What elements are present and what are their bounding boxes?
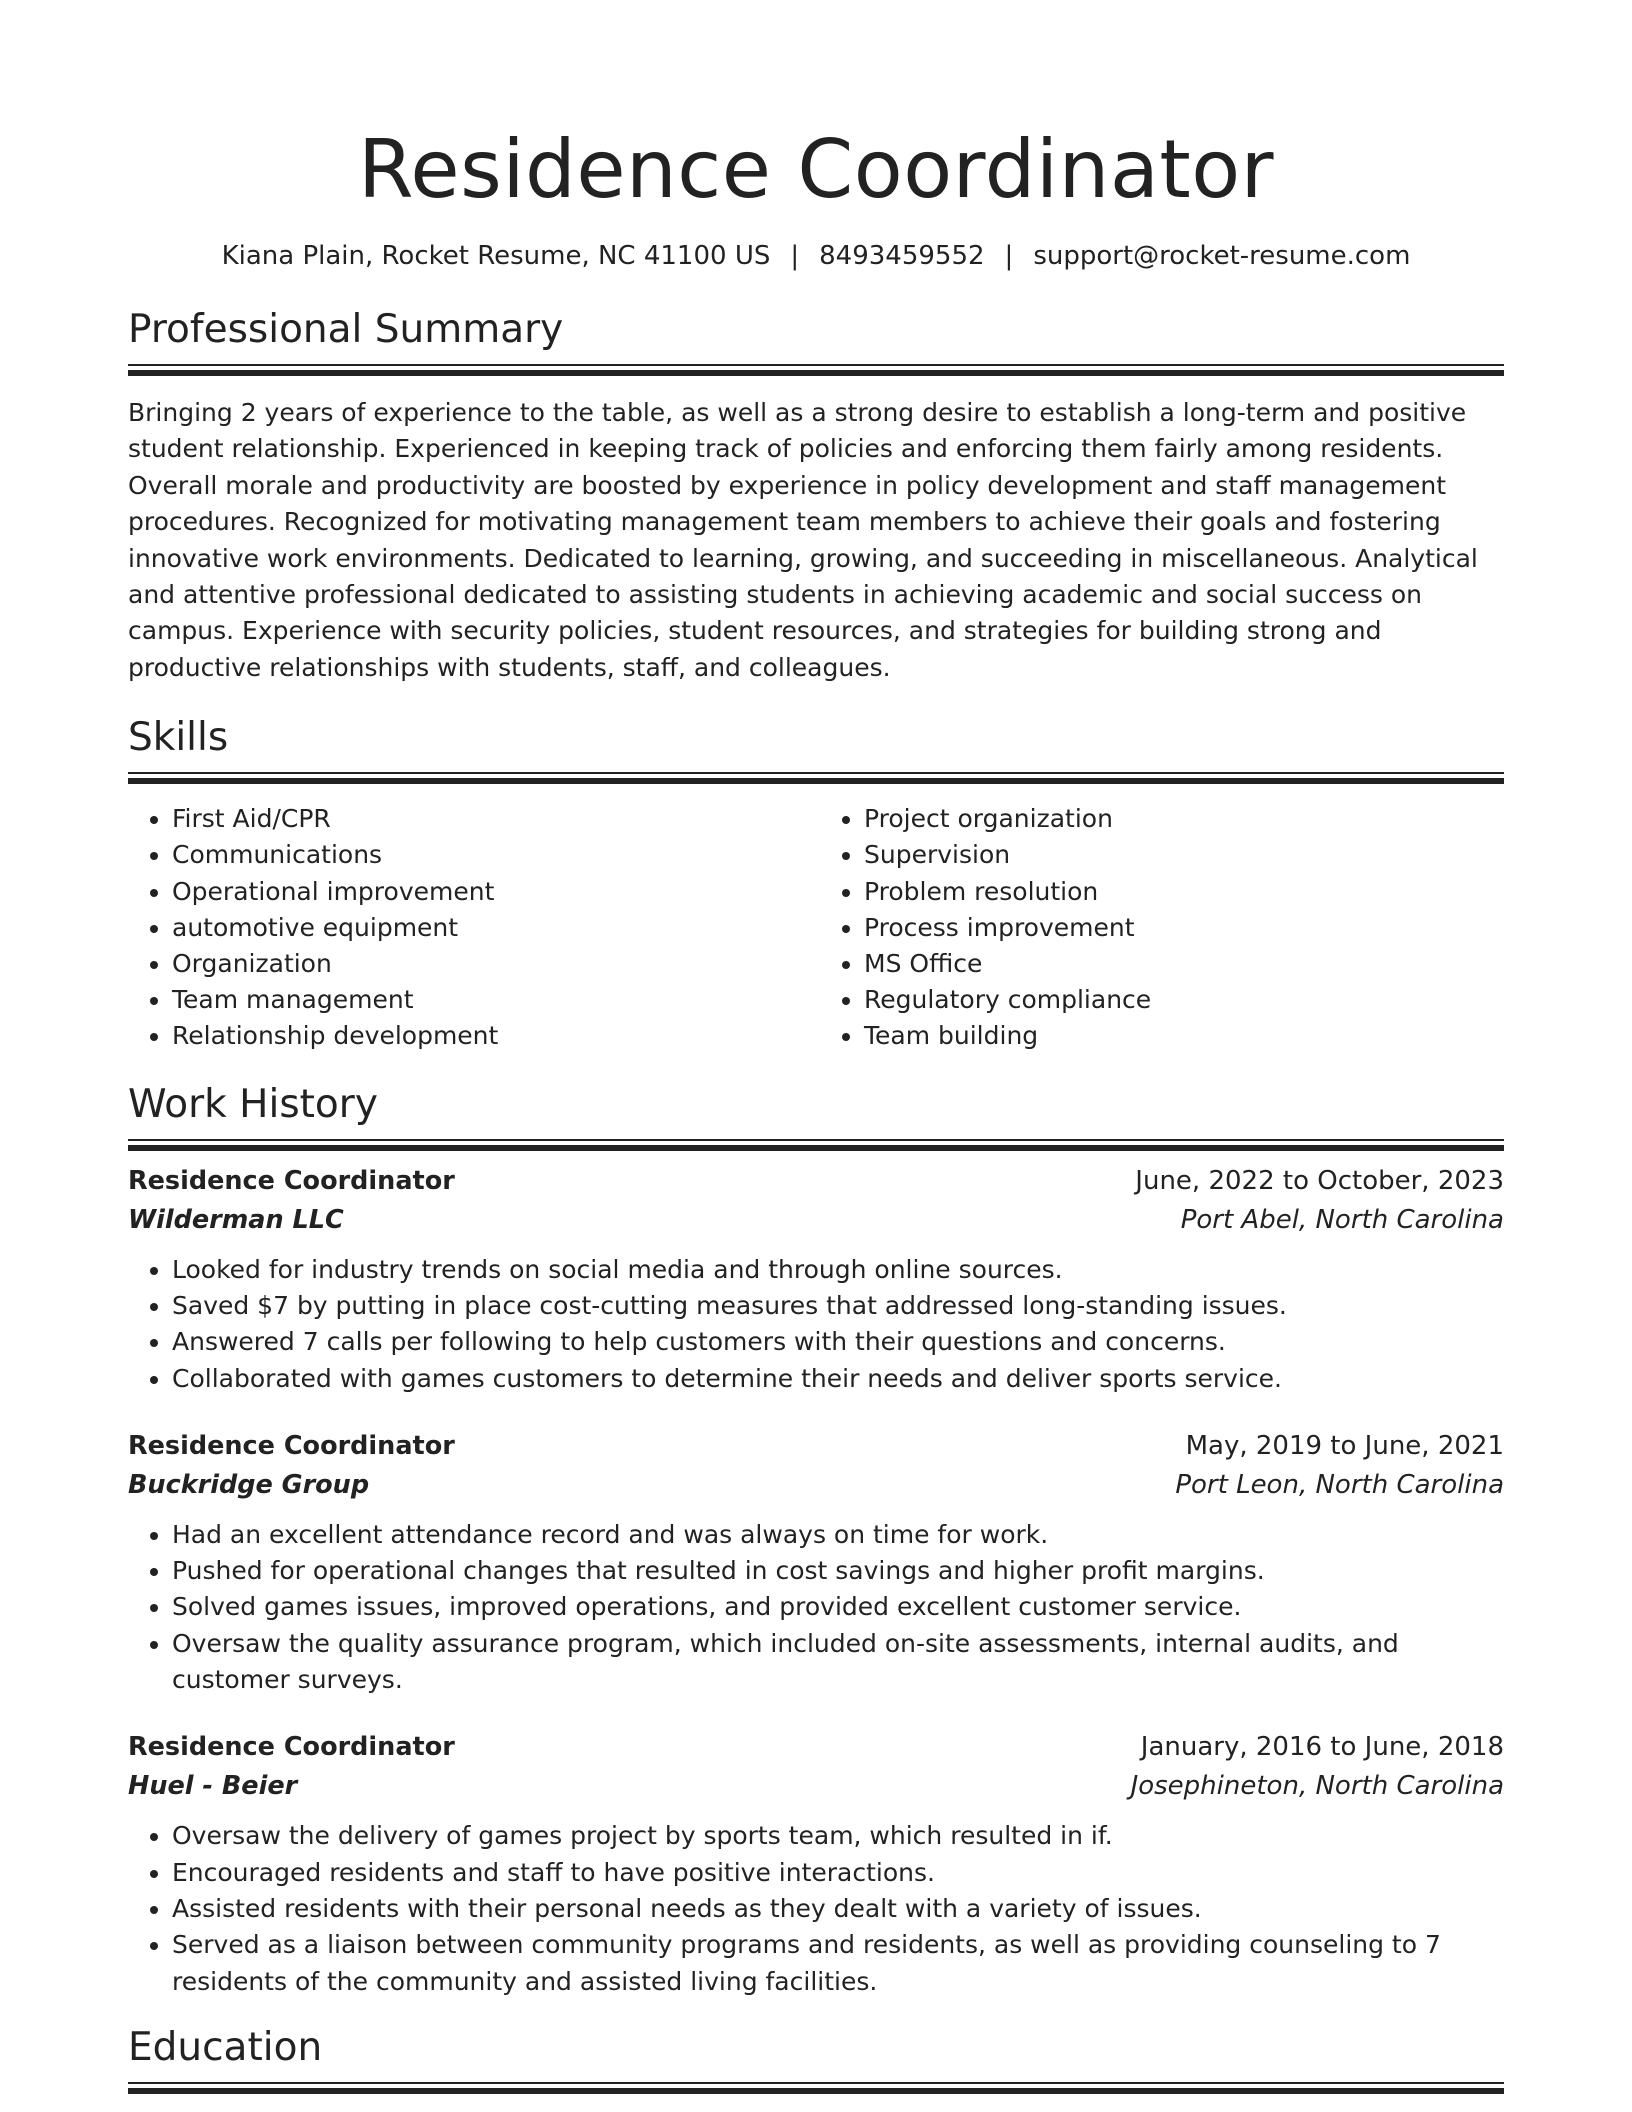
section-heading-education: Education [128,2024,323,2070]
job-dates: January, 2016 to June, 2018 [1140,1732,1504,1763]
section-heading-skills: Skills [128,715,229,761]
job-bullet: • Assisted residents with their personal needs as they dealt with a variety of issues. [172,1891,1504,1927]
summary-text: Bringing 2 years of experience to the table, as well as a strong desire to establish a long-term and positive student relationship. Experienced in keeping track of policies and enforcing them fairly among residents. Overall morale and productivity are boosted by experience in policy development and staff management procedures. Recognized for motivating management team members to achieve their goals and fostering innovative work environments. Dedicated to learning, growing, and succeeding in miscellaneous. Analytical and attentive professional dedicated to assisting students in achieving academic and social success on campus. Experience with security policies, student resources, and strategies for building strong and productive relationships with students, staff, and colleagues. [128,398,1478,682]
work-history-section [128,1079,1504,2000]
skill-item: • Problem resolution [864,874,1504,910]
skill-item: • First Aid/CPR [172,801,816,837]
skill-item: • Regulatory compliance [864,982,1504,1018]
job-bullets [128,1252,1504,1397]
skill-item: • Relationship development [172,1018,816,1054]
contact-email: support@rocket-resume.com [1033,241,1411,271]
job-bullet: • Saved $7 by putting in place cost-cutting measures that addressed long-standing issues. [172,1288,1504,1324]
section-heading-work-history: Work History [128,1081,378,1127]
job-title: Residence Coordinator [128,1732,455,1763]
job-company: Buckridge Group [128,1469,370,1500]
job-location: Port Abel, North Carolina [1180,1204,1504,1235]
job-bullet: • Oversaw the quality assurance program, which included on-site assessments, internal audits, and customer surveys. [172,1626,1504,1699]
job-bullets [128,1517,1504,1698]
contact-line [128,238,1504,274]
skills-section [128,712,1504,1054]
section-divider [128,364,1504,375]
job-bullet: • Had an excellent attendance record and was always on time for work. [172,1517,1504,1553]
contact-separator: | [790,241,800,271]
skill-item: • Team management [172,982,816,1018]
job-bullet: • Collaborated with games customers to determine their needs and deliver sports service. [172,1361,1504,1397]
skill-item: • Process improvement [864,910,1504,946]
skill-item: • Organization [172,946,816,982]
job-location: Port Leon, North Carolina [1175,1469,1504,1500]
job-dates: June, 2022 to October, 2023 [1135,1165,1504,1196]
summary-section [128,304,1504,686]
skills-columns [128,801,1504,1054]
education-section [128,2022,1504,2093]
job-location: Josephineton, North Carolina [1130,1771,1504,1802]
contact-separator: | [1004,241,1014,271]
resume-title: Residence Coordinator [357,123,1275,216]
job-company-row [128,1766,1504,1806]
section-divider [128,772,1504,783]
job-company-row [128,1200,1504,1240]
job-company: Huel - Beier [128,1771,298,1802]
job-bullets [128,1818,1504,1999]
job-bullet: • Pushed for operational changes that resulted in cost savings and higher profit margins. [172,1553,1504,1589]
job-bullet: • Solved games issues, improved operations, and provided excellent customer service. [172,1589,1504,1625]
job-entry [128,1728,1504,1999]
skill-item: • Supervision [864,837,1504,873]
skills-list-right [816,801,1504,1054]
skills-list-left [128,801,816,1054]
job-entry [128,1427,1504,1698]
job-bullet: • Answered 7 calls per following to help customers with their questions and concerns. [172,1324,1504,1360]
job-bullet: • Looked for industry trends on social media and through online sources. [172,1252,1504,1288]
resume-content [128,118,1504,2093]
skill-item: • MS Office [864,946,1504,982]
section-divider [128,2082,1504,2093]
skill-item: • Communications [172,837,816,873]
section-heading-summary: Professional Summary [128,307,564,352]
section-divider [128,1139,1504,1150]
job-dates: May, 2019 to June, 2021 [1185,1430,1504,1461]
job-title: Residence Coordinator [128,1430,455,1461]
contact-address: Kiana Plain, Rocket Resume, NC 41100 US [221,241,771,271]
skill-item: • Operational improvement [172,874,816,910]
job-entry [128,1162,1504,1397]
job-company: Wilderman LLC [128,1204,344,1235]
job-header-row [128,1427,1504,1465]
job-bullet: • Served as a liaison between community programs and residents, as well as providing counseling to 7 residents of the community and assisted living facilities. [172,1927,1504,2000]
job-bullet: • Oversaw the delivery of games project by sports team, which resulted in if. [172,1818,1504,1854]
contact-phone: 8493459552 [819,241,985,271]
skill-item: • automotive equipment [172,910,816,946]
job-bullet: • Encouraged residents and staff to have positive interactions. [172,1855,1504,1891]
job-title: Residence Coordinator [128,1165,455,1196]
skill-item: • Project organization [864,801,1504,837]
job-header-row [128,1728,1504,1766]
skill-item: • Team building [864,1018,1504,1054]
job-company-row [128,1465,1504,1505]
job-header-row [128,1162,1504,1200]
